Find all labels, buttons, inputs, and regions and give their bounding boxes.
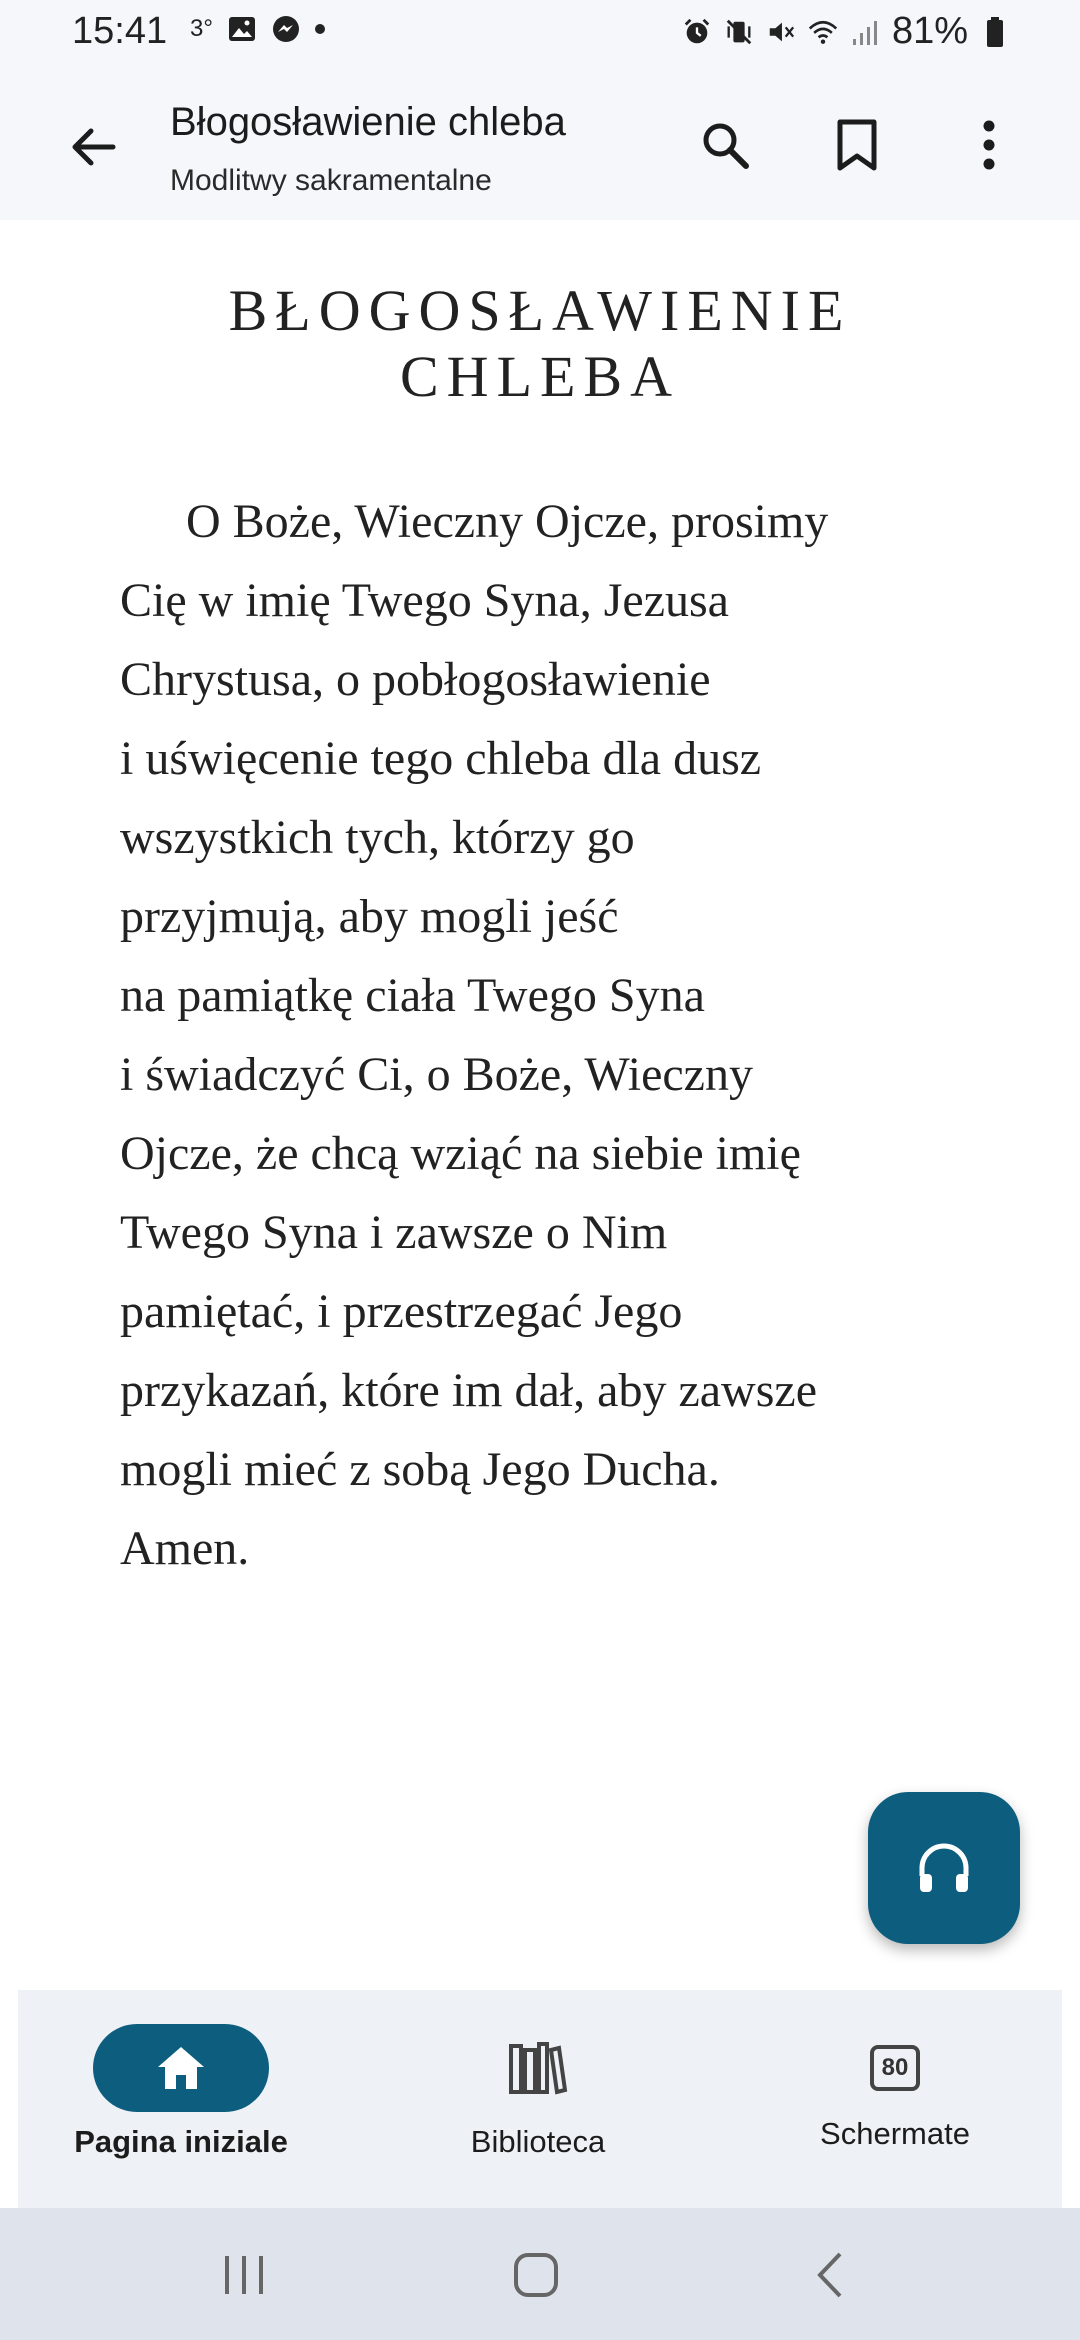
prayer-line: O Boże, Wieczny Ojcze, prosimy <box>186 495 829 548</box>
back-arrow-icon <box>67 121 119 173</box>
search-button[interactable] <box>688 108 762 182</box>
gallery-icon <box>227 14 257 44</box>
prayer-line: na pamiątkę ciała Twego Syna <box>120 969 705 1022</box>
wifi-icon <box>808 17 838 47</box>
prayer-line: przyjmują, aby mogli jeść <box>120 890 619 943</box>
prayer-line: i uświęcenie tego chleba dla dusz <box>120 732 762 785</box>
prayer-line: Ojcze, że chcą wziąć na siebie imię <box>120 1127 801 1180</box>
mute-icon <box>766 17 796 47</box>
prayer-title <box>18 278 1062 410</box>
prayer-line: Amen. <box>120 1522 250 1575</box>
prayer-title-line: CHLEBA <box>400 344 680 409</box>
prayer-line: i świadczyć Ci, o Boże, Wieczny <box>120 1048 753 1101</box>
nav-label: Schermate <box>820 2116 970 2151</box>
bookmark-icon <box>834 118 880 172</box>
nav-item-library[interactable] <box>388 2024 688 2160</box>
system-back-button[interactable] <box>790 2240 870 2310</box>
headphones-icon <box>912 1836 976 1900</box>
status-temperature: 3° <box>190 15 213 42</box>
prayer-text <box>120 482 980 1588</box>
status-bar <box>0 0 1080 68</box>
recent-apps-button[interactable] <box>204 2240 284 2310</box>
screens-icon <box>870 2045 920 2091</box>
nav-active-indicator <box>93 2024 269 2112</box>
bottom-navigation <box>18 1990 1062 2208</box>
prayer-line: przykazań, które im dał, aby zawsze <box>120 1364 818 1417</box>
more-vert-icon <box>979 118 999 172</box>
prayer-line: pamiętać, i przestrzegać Jego <box>120 1285 683 1338</box>
nav-icon-container <box>450 2024 626 2112</box>
prayer-line: Cię w imię Twego Syna, Jezusa <box>120 574 729 627</box>
prayer-line: mogli mieć z sobą Jego Ducha. <box>120 1443 720 1496</box>
alarm-icon <box>682 17 712 47</box>
back-button[interactable] <box>58 112 128 182</box>
recent-apps-icon <box>219 2252 269 2298</box>
search-icon <box>698 118 752 172</box>
battery-icon <box>980 17 1010 47</box>
notification-dot <box>315 24 325 34</box>
battery-percent: 81% <box>891 10 968 52</box>
nav-item-screens[interactable] <box>745 2024 1045 2152</box>
page-subtitle: Modlitwy sakramentalne <box>170 164 492 197</box>
status-time: 15:41 <box>72 10 168 52</box>
audio-play-button[interactable] <box>868 1792 1020 1944</box>
prayer-title-line: BŁOGOSŁAWIENIE <box>228 278 852 343</box>
status-right-icons <box>682 10 1010 53</box>
prayer-content <box>18 220 1062 1990</box>
messenger-icon <box>271 14 301 44</box>
nav-item-home[interactable] <box>31 2024 331 2160</box>
top-app-bar <box>0 68 1080 220</box>
nav-icon-container <box>807 2024 983 2112</box>
system-back-icon <box>810 2250 850 2300</box>
vibrate-icon <box>724 17 754 47</box>
screens-count-badge: 80 <box>881 2054 909 2081</box>
nav-label: Pagina iniziale <box>74 2124 288 2159</box>
library-icon <box>507 2040 569 2096</box>
prayer-line: Twego Syna i zawsze o Nim <box>120 1206 668 1259</box>
system-navigation-bar <box>0 2208 1080 2340</box>
page-title: Błogosławienie chleba <box>170 100 566 144</box>
system-home-icon <box>511 2250 561 2300</box>
prayer-line: wszystkich tych, którzy go <box>120 811 635 864</box>
nav-label: Biblioteca <box>470 2124 606 2159</box>
bookmark-button[interactable] <box>820 108 894 182</box>
more-options-button[interactable] <box>952 108 1026 182</box>
home-icon <box>154 2043 208 2093</box>
prayer-line: Chrystusa, o pobłogosławienie <box>120 653 711 706</box>
signal-icon <box>850 17 880 47</box>
status-left-icons <box>190 14 325 44</box>
system-home-button[interactable] <box>496 2240 576 2310</box>
